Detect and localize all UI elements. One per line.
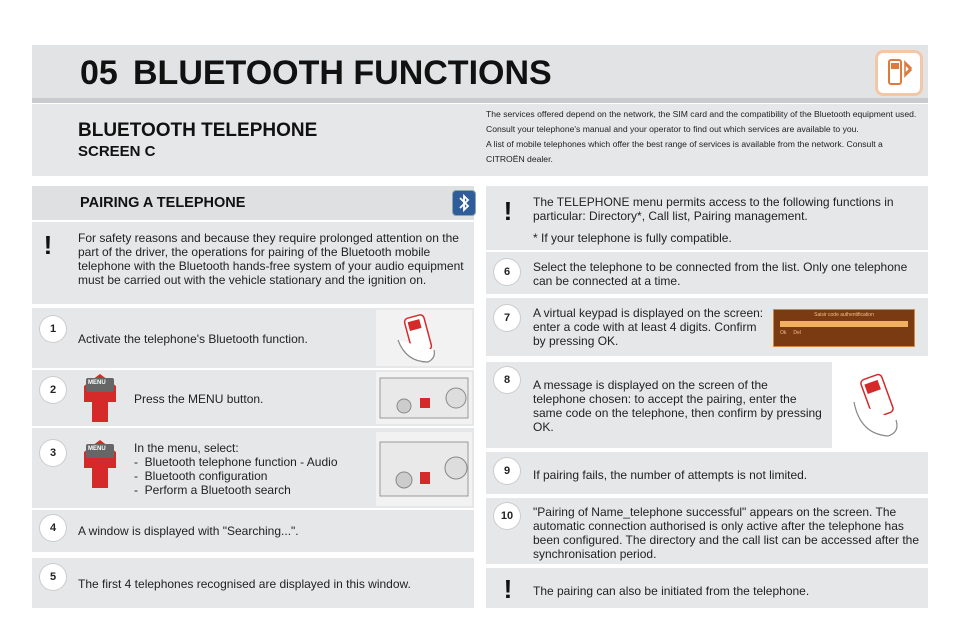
radio-panel-icon bbox=[376, 432, 472, 506]
safety-text: For safety reasons and because they require prolonged attention on the part of the driver, the operations for pairing of the Bluetooth mobile telephone with the Bluetooth hands-free system of your audio equipment must be carried out with the vehicle stationary and the ignition on. bbox=[78, 231, 464, 287]
step-text: Select the telephone to be connected from the list. Only one telephone can be connected at a time. bbox=[533, 260, 908, 288]
warning-icon: ! bbox=[503, 574, 513, 604]
warning-icon: ! bbox=[43, 230, 53, 260]
footnote: * If your telephone is fully compatible. bbox=[533, 231, 732, 245]
step-text bbox=[134, 441, 370, 497]
step-number: 8 bbox=[494, 367, 520, 393]
header-divider bbox=[32, 98, 928, 103]
step-text: A window is displayed with "Searching...". bbox=[78, 524, 299, 538]
virtual-keypad-screen bbox=[773, 309, 915, 347]
section-subtitle: SCREEN C bbox=[78, 143, 156, 160]
menu-label: MENU bbox=[88, 380, 106, 386]
step-number: 7 bbox=[494, 305, 520, 331]
radio-panel-illustration bbox=[376, 372, 472, 424]
hand-phone-illustration bbox=[376, 310, 472, 366]
step-number: 5 bbox=[40, 564, 66, 590]
notice-line: The services offered depend on the network, the SIM card and the compatibility of the Bluetooth equipment used. bbox=[486, 109, 917, 119]
step-number: 4 bbox=[40, 515, 66, 541]
keypad-digits bbox=[780, 321, 908, 327]
pairing-title: PAIRING A TELEPHONE bbox=[80, 195, 246, 211]
keypad-del-button: Del bbox=[793, 330, 801, 336]
menu-label: MENU bbox=[88, 446, 106, 452]
warning-icon: ! bbox=[503, 196, 513, 226]
step-number: 10 bbox=[494, 503, 520, 529]
notice-line: A list of mobile telephones which offer the best range of services is available from the network. Consult a CITROËN dealer. bbox=[486, 139, 883, 164]
step-text: If pairing fails, the number of attempts is not limited. bbox=[533, 468, 808, 482]
step-number: 1 bbox=[40, 316, 66, 342]
step-text: Press the MENU button. bbox=[134, 392, 264, 406]
list-item: - Bluetooth telephone function - Audio bbox=[134, 455, 338, 469]
step-text: "Pairing of Name_telephone successful" appears on the screen. The automatic connection authorised is only active after the telephone has been configured. The directory and the call list can be accessed after the synchronisation period. bbox=[533, 505, 920, 561]
menu-options bbox=[134, 455, 370, 497]
step-number: 9 bbox=[494, 458, 520, 484]
section-title: BLUETOOTH TELEPHONE bbox=[78, 120, 318, 141]
final-note-text: The pairing can also be initiated from the telephone. bbox=[533, 584, 810, 598]
step-number: 3 bbox=[40, 440, 66, 466]
hand-phone-illustration bbox=[834, 362, 928, 448]
radio-panel-illustration bbox=[376, 432, 472, 506]
step-number: 6 bbox=[494, 259, 520, 285]
keypad-title: Saisir code authentification bbox=[814, 312, 874, 318]
bluetooth-icon bbox=[452, 190, 476, 216]
step-number: 2 bbox=[40, 377, 66, 403]
keypad-ok-button: Ok bbox=[780, 330, 787, 336]
list-item: - Bluetooth configuration bbox=[134, 469, 268, 483]
phone-bluetooth-icon bbox=[875, 50, 923, 96]
step-text: A message is displayed on the screen of the telephone chosen: to accept the pairing, enter the same code on the telephone, then confirm by pressing OK. bbox=[533, 378, 822, 434]
info-text: The TELEPHONE menu permits access to the following functions in particular: Directory*, Call list, Pairing management. bbox=[533, 195, 894, 223]
step-text: Activate the telephone's Bluetooth function. bbox=[78, 332, 308, 346]
menu-intro: In the menu, select: bbox=[134, 441, 239, 455]
services-notice bbox=[486, 107, 922, 167]
chapter-title: BLUETOOTH FUNCTIONS bbox=[133, 54, 552, 92]
step-text: A virtual keypad is displayed on the screen: enter a code with at least 4 digits. Confirm by pressing OK. bbox=[533, 306, 764, 348]
chapter-number: 05 bbox=[80, 54, 118, 92]
step-text: The first 4 telephones recognised are displayed in this window. bbox=[78, 577, 411, 591]
hand-phone-icon bbox=[376, 310, 472, 366]
radio-panel-icon bbox=[376, 372, 472, 424]
hand-phone-icon bbox=[834, 362, 928, 448]
list-item: - Perform a Bluetooth search bbox=[134, 483, 291, 497]
notice-line: Consult your telephone's manual and your operator to find out which services are available to you. bbox=[486, 124, 859, 134]
